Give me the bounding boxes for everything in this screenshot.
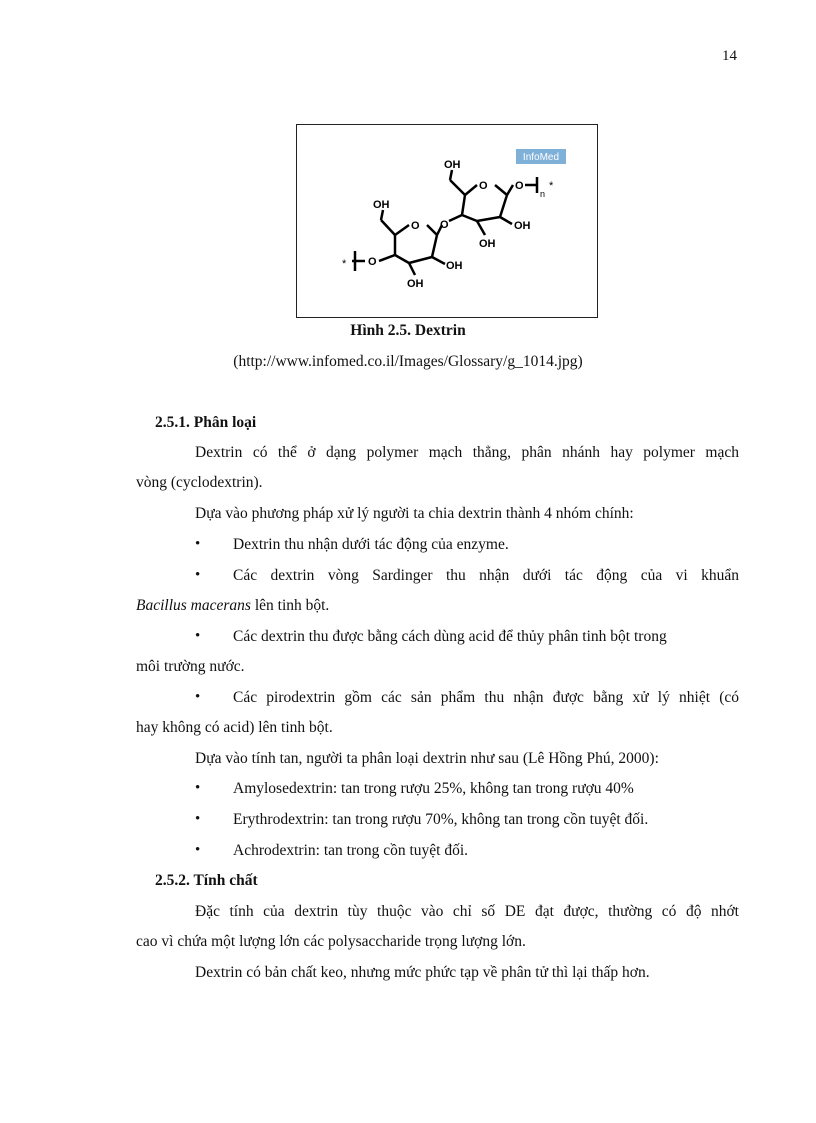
bullet-icon: • — [195, 842, 201, 858]
list-item-continuation — [136, 597, 329, 615]
list-item: Erythrodextrin: tan trong rượu 70%, không tan trong cồn tuyệt đối. — [233, 811, 649, 828]
label-oh: OH — [446, 260, 463, 272]
figure-caption-title: Hình 2.5. Dextrin — [350, 322, 466, 339]
label-o: O — [479, 180, 488, 192]
paragraph-line: vòng (cyclodextrin). — [136, 474, 263, 491]
label-o: O — [515, 180, 524, 192]
bullet-icon: • — [195, 689, 201, 705]
bullet-icon: • — [195, 780, 201, 796]
infomed-logo-text: InfoMed — [522, 152, 560, 163]
label-star: * — [342, 258, 347, 270]
paragraph-line: Dựa vào phương pháp xử lý người ta chia dextrin thành 4 nhóm chính: — [195, 505, 634, 522]
species-name: Bacillus macerans — [136, 597, 251, 614]
list-item: Các dextrin thu được bằng cách dùng acid để thủy phân tinh bột trong — [233, 628, 667, 645]
label-o: O — [440, 219, 449, 231]
dextrin-structure-diagram — [297, 125, 597, 317]
label-oh: OH — [514, 220, 531, 232]
label-o: O — [411, 220, 420, 232]
label-oh: OH — [373, 199, 390, 211]
paragraph-line: Dextrin có thể ở dạng polymer mạch thẳng, phân nhánh hay polymer mạch — [195, 444, 739, 461]
list-item-continuation: hay không có acid) lên tinh bột. — [136, 719, 333, 736]
list-item-text: lên tinh bột. — [250, 597, 330, 614]
label-oh: OH — [479, 238, 496, 250]
label-n: n — [540, 189, 546, 199]
page-number: 14 — [722, 48, 737, 64]
paragraph-line: Dựa vào tính tan, người ta phân loại dextrin như sau (Lê Hồng Phú, 2000): — [195, 750, 659, 767]
list-item: Achrodextrin: tan trong cồn tuyệt đối. — [233, 842, 469, 859]
list-item: Dextrin thu nhận dưới tác động của enzyme. — [233, 536, 509, 553]
section-heading-classification: 2.5.1. Phân loại — [155, 414, 257, 431]
glucose-ring-1 — [352, 210, 445, 275]
bullet-icon: • — [195, 811, 201, 827]
list-item: Các pirodextrin gồm các sản phẩm thu nhận được bằng xử lý nhiệt (có — [233, 689, 739, 706]
paragraph-line: Dextrin có bản chất keo, nhưng mức phức tạp về phân tử thì lại thấp hơn. — [195, 964, 650, 981]
list-item: Amylosedextrin: tan trong rượu 25%, không tan trong rượu 40% — [233, 780, 634, 797]
dextrin-figure — [296, 124, 598, 318]
bullet-icon: • — [195, 536, 201, 552]
section-heading-properties: 2.5.2. Tính chất — [155, 872, 258, 889]
bullet-icon: • — [195, 567, 201, 583]
label-o: O — [368, 256, 377, 268]
label-oh: OH — [444, 159, 461, 171]
label-star: * — [549, 180, 554, 192]
list-item: Các dextrin vòng Sardinger thu nhận dưới tác động của vi khuẩn — [233, 567, 739, 584]
bullet-icon: • — [195, 628, 201, 644]
figure-caption-source: (http://www.infomed.co.il/Images/Glossary/g_1014.jpg) — [233, 353, 583, 370]
paragraph-line: cao vì chứa một lượng lớn các polysaccharide trọng lượng lớn. — [136, 933, 526, 950]
paragraph-line: Đặc tính của dextrin tùy thuộc vào chỉ số DE đạt được, thường có độ nhớt — [195, 903, 739, 920]
list-item-continuation: môi trường nước. — [136, 658, 245, 675]
label-oh: OH — [407, 278, 424, 290]
